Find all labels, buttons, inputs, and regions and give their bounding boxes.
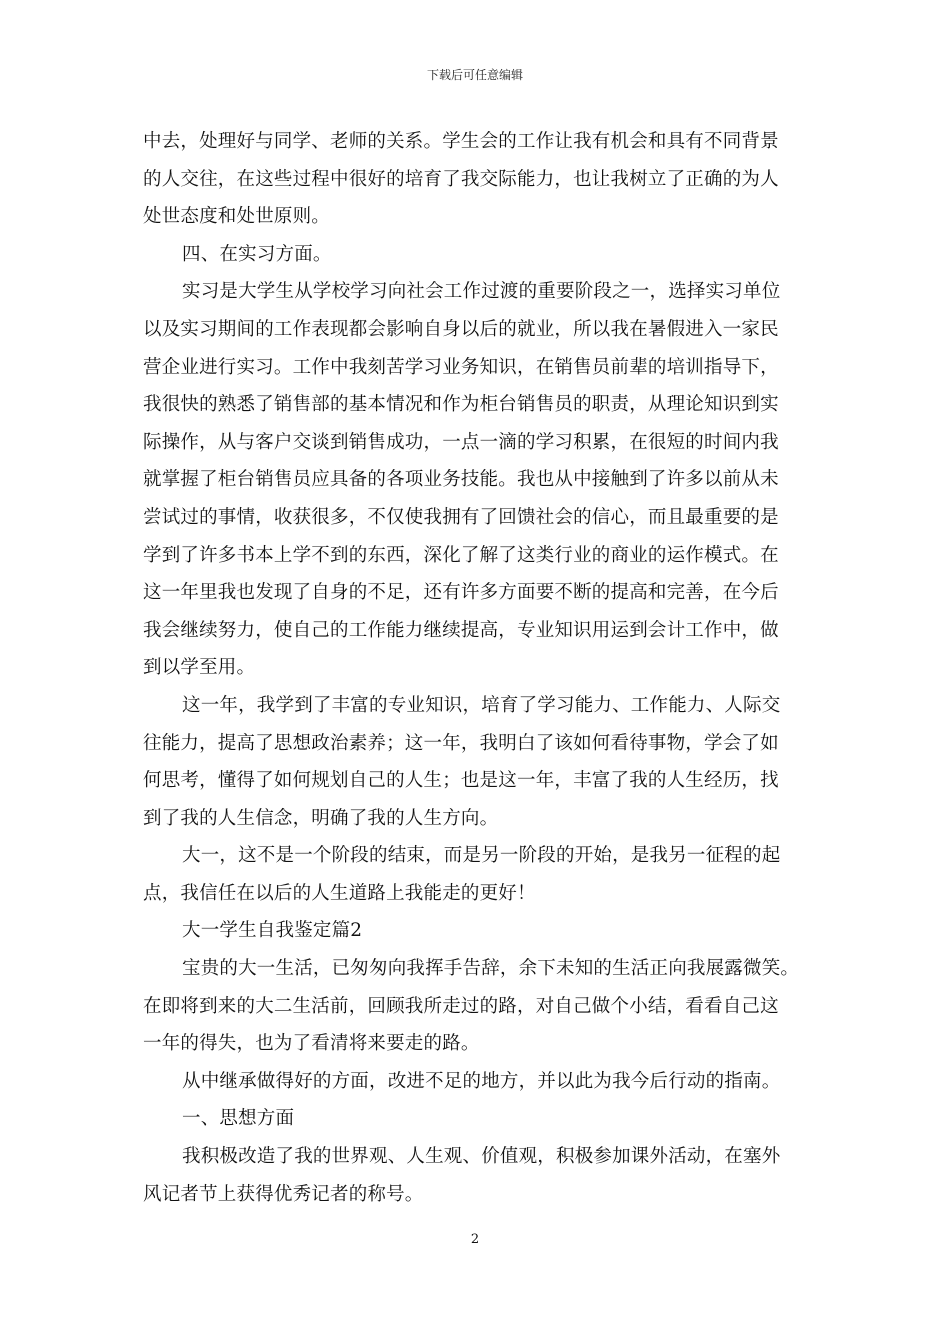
- text-line: 一年的得失，也为了看清将来要走的路。: [143, 1033, 480, 1055]
- page-header: 下载后可任意编辑: [426, 68, 523, 82]
- text-line: 实习是大学生从学校学习向社会工作过渡的重要阶段之一，选择实习单位: [182, 281, 781, 303]
- text-line: 学到了许多书本上学不到的东西，深化了解了这类行业的商业的运作模式。在: [143, 544, 779, 566]
- text-line: 的人交往，在这些过程中很好的培育了我交际能力，也让我树立了正确的为人: [143, 168, 779, 190]
- text-line: 点，我信任在以后的人生道路上我能走的更好！: [143, 882, 536, 904]
- text-line: 在即将到来的大二生活前，回顾我所走过的路，对自己做个小结，看看自己这: [143, 995, 779, 1017]
- text-line: 就掌握了柜台销售员应具备的各项业务技能。我也从中接触到了许多以前从未: [143, 469, 779, 491]
- document-body: [143, 123, 807, 1213]
- text-line: 宝贵的大一生活，已匆匆向我挥手告辞，余下未知的生活正向我展露微笑。: [182, 958, 800, 980]
- text-line: 我会继续努力，使自己的工作能力继续提高，专业知识用运到会计工作中，做: [143, 619, 779, 641]
- page-number: 2: [470, 1232, 480, 1247]
- text-line: 一、思想方面: [182, 1108, 295, 1130]
- text-line: 大一，这不是一个阶段的结束，而是另一阶段的开始，是我另一征程的起: [182, 845, 781, 867]
- text-line: 尝试过的事情，收获很多，不仅使我拥有了回馈社会的信心，而且最重要的是: [143, 506, 779, 528]
- text-line: 处世态度和处世原则。: [143, 206, 331, 228]
- text-line: 从中继承做得好的方面，改进不足的地方，并以此为我今后行动的指南。: [182, 1070, 781, 1092]
- text-line: 四、在实习方面。: [182, 243, 332, 265]
- text-line: 风记者节上获得优秀记者的称号。: [143, 1183, 424, 1205]
- text-line: 中去，处理好与同学、老师的关系。学生会的工作让我有机会和具有不同背景: [143, 131, 779, 152]
- text-line: 我很快的熟悉了销售部的基本情况和作为柜台销售员的职责，从理论知识到实: [143, 394, 779, 416]
- text-line: 际操作，从与客户交谈到销售成功，一点一滴的学习积累，在很短的时间内我: [143, 431, 779, 453]
- text-line: 到以学至用。: [143, 657, 256, 679]
- text-line: 这一年，我学到了丰富的专业知识，培育了学习能力、工作能力、人际交: [182, 694, 781, 716]
- text-line: 到了我的人生信念，明确了我的人生方向。: [143, 807, 499, 829]
- text-line: 营企业进行实习。工作中我刻苦学习业务知识，在销售员前辈的培训指导下，: [143, 356, 779, 378]
- text-line: 大一学生自我鉴定篇2: [182, 920, 363, 942]
- text-line: 往能力，提高了思想政治素养；这一年，我明白了该如何看待事物，学会了如: [143, 732, 779, 754]
- text-line: 何思考，懂得了如何规划自己的人生；也是这一年，丰富了我的人生经历，找: [143, 770, 779, 792]
- text-line: 我积极改造了我的世界观、人生观、价值观，积极参加课外活动，在塞外: [182, 1146, 781, 1168]
- text-line: 这一年里我也发现了自身的不足，还有许多方面要不断的提高和完善，在今后: [143, 582, 779, 604]
- text-line: 以及实习期间的工作表现都会影响自身以后的就业，所以我在暑假进入一家民: [143, 318, 779, 340]
